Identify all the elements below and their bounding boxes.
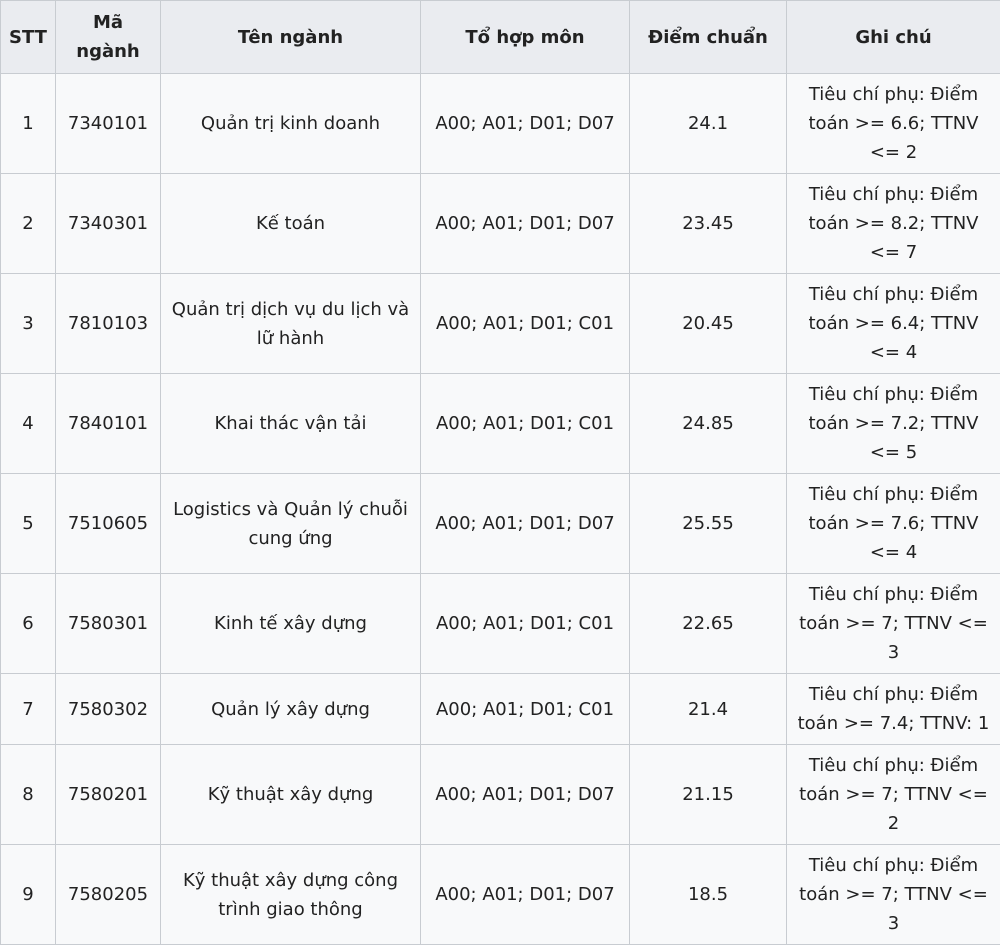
- table-row: [1, 674, 1000, 745]
- cell-to-hop-mon: A00; A01; D01; C01: [421, 374, 630, 474]
- cell-ghi-chu: Tiêu chí phụ: Điểm toán >= 7; TTNV <= 3: [787, 574, 1000, 674]
- cell-ten-nganh: Quản lý xây dựng: [161, 674, 421, 745]
- cell-ghi-chu: Tiêu chí phụ: Điểm toán >= 7.4; TTNV: 1: [787, 674, 1000, 745]
- cell-ghi-chu: Tiêu chí phụ: Điểm toán >= 6.6; TTNV <= 2: [787, 74, 1000, 174]
- cell-to-hop-mon: A00; A01; D01; C01: [421, 274, 630, 374]
- header-to-hop-mon: Tổ hợp môn: [421, 1, 630, 74]
- cell-to-hop-mon: A00; A01; D01; D07: [421, 845, 630, 945]
- cell-ma-nganh: 7580301: [56, 574, 161, 674]
- cell-stt: 5: [1, 474, 56, 574]
- table-row: [1, 274, 1000, 374]
- cell-diem-chuan: 20.45: [630, 274, 787, 374]
- table-row: [1, 374, 1000, 474]
- cell-stt: 8: [1, 745, 56, 845]
- cell-ten-nganh: Kỹ thuật xây dựng công trình giao thông: [161, 845, 421, 945]
- cell-ghi-chu: Tiêu chí phụ: Điểm toán >= 7; TTNV <= 2: [787, 745, 1000, 845]
- header-stt: STT: [1, 1, 56, 74]
- header-diem-chuan: Điểm chuẩn: [630, 1, 787, 74]
- cell-stt: 2: [1, 174, 56, 274]
- cell-ten-nganh: Kinh tế xây dựng: [161, 574, 421, 674]
- cell-ghi-chu: Tiêu chí phụ: Điểm toán >= 7; TTNV <= 3: [787, 845, 1000, 945]
- table-row: [1, 574, 1000, 674]
- cell-diem-chuan: 21.4: [630, 674, 787, 745]
- cell-to-hop-mon: A00; A01; D01; C01: [421, 674, 630, 745]
- cell-stt: 6: [1, 574, 56, 674]
- table-row: [1, 745, 1000, 845]
- cell-ten-nganh: Khai thác vận tải: [161, 374, 421, 474]
- cell-ghi-chu: Tiêu chí phụ: Điểm toán >= 7.2; TTNV <= 5: [787, 374, 1000, 474]
- table-body: [1, 74, 1000, 945]
- cell-diem-chuan: 18.5: [630, 845, 787, 945]
- cell-ghi-chu: Tiêu chí phụ: Điểm toán >= 8.2; TTNV <= 7: [787, 174, 1000, 274]
- cell-ten-nganh: Logistics và Quản lý chuỗi cung ứng: [161, 474, 421, 574]
- header-ten-nganh: Tên ngành: [161, 1, 421, 74]
- cell-diem-chuan: 21.15: [630, 745, 787, 845]
- cell-to-hop-mon: A00; A01; D01; D07: [421, 474, 630, 574]
- cell-diem-chuan: 22.65: [630, 574, 787, 674]
- cell-stt: 1: [1, 74, 56, 174]
- cell-ma-nganh: 7810103: [56, 274, 161, 374]
- cell-diem-chuan: 25.55: [630, 474, 787, 574]
- cell-ten-nganh: Kỹ thuật xây dựng: [161, 745, 421, 845]
- table-header: [1, 1, 1000, 74]
- cell-ma-nganh: 7340101: [56, 74, 161, 174]
- cell-stt: 3: [1, 274, 56, 374]
- cell-ma-nganh: 7840101: [56, 374, 161, 474]
- header-row: [1, 1, 1000, 74]
- cell-ma-nganh: 7580205: [56, 845, 161, 945]
- table-row: [1, 174, 1000, 274]
- table-row: [1, 845, 1000, 945]
- cell-diem-chuan: 23.45: [630, 174, 787, 274]
- cell-ma-nganh: 7580302: [56, 674, 161, 745]
- cell-ten-nganh: Kế toán: [161, 174, 421, 274]
- header-ghi-chu: Ghi chú: [787, 1, 1000, 74]
- cell-to-hop-mon: A00; A01; D01; D07: [421, 174, 630, 274]
- cell-ma-nganh: 7580201: [56, 745, 161, 845]
- cell-to-hop-mon: A00; A01; D01; D07: [421, 745, 630, 845]
- cell-diem-chuan: 24.85: [630, 374, 787, 474]
- table-row: [1, 474, 1000, 574]
- cell-ten-nganh: Quản trị kinh doanh: [161, 74, 421, 174]
- header-ma-nganh: Mã ngành: [56, 1, 161, 74]
- cell-ghi-chu: Tiêu chí phụ: Điểm toán >= 6.4; TTNV <= 4: [787, 274, 1000, 374]
- cell-ma-nganh: 7340301: [56, 174, 161, 274]
- cell-stt: 4: [1, 374, 56, 474]
- cell-ghi-chu: Tiêu chí phụ: Điểm toán >= 7.6; TTNV <= 4: [787, 474, 1000, 574]
- cell-to-hop-mon: A00; A01; D01; D07: [421, 74, 630, 174]
- cell-ten-nganh: Quản trị dịch vụ du lịch và lữ hành: [161, 274, 421, 374]
- cell-to-hop-mon: A00; A01; D01; C01: [421, 574, 630, 674]
- cell-diem-chuan: 24.1: [630, 74, 787, 174]
- cell-stt: 9: [1, 845, 56, 945]
- cell-stt: 7: [1, 674, 56, 745]
- cell-ma-nganh: 7510605: [56, 474, 161, 574]
- table-row: [1, 74, 1000, 174]
